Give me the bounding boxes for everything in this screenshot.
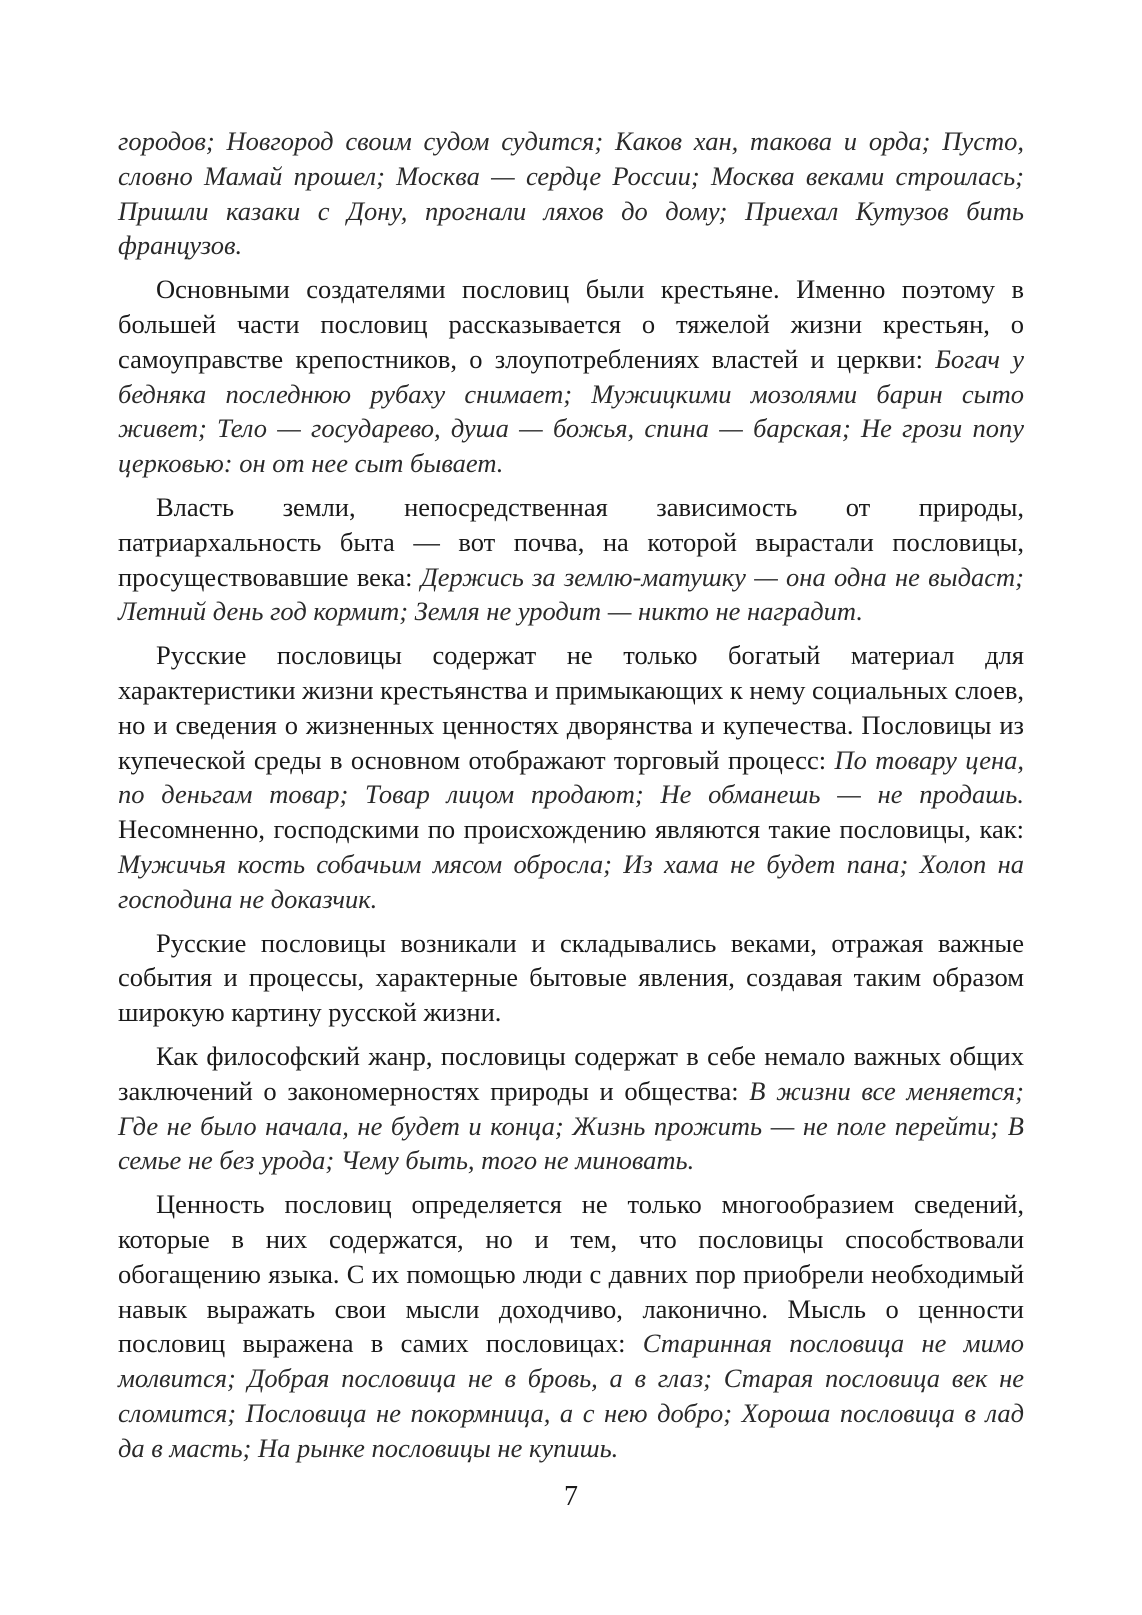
paragraph-6 [118, 1039, 1024, 1178]
proverb-run: городов; Новгород своим судом судится; Каков хан, такова и орда; Пусто, словно Мамай прошел; Москва — сердце России; Москва веками строилась; Пришли казаки с Дону, прогнали ляхов до дому; Приехал Кутузов бить французов. [118, 126, 1024, 261]
text-run: Ценность пословиц определяется не только многообразием сведений, которые в них содержатся, но и тем, что пословицы способствовали обогащению языка. С их помощью люди с давних пор приобрели необходимый навык выражать свои мысли доходчиво, лаконично. Мысль о ценности пословиц выражена в самих пословицах: [118, 1189, 1024, 1359]
proverb-run: Старинная пословица не мимо молвится; Добрая пословица не в бровь, а в глаз; Старая пословица век не сломится; Пословица не покормница, а с нею добро; Хороша пословица в лад да в масть; На рынке пословицы не купишь. [118, 1328, 1024, 1463]
page-number: 7 [564, 1481, 578, 1512]
paragraph-5 [118, 926, 1024, 1030]
proverb-run: В жизни все меняется; Где не было начала, не будет и конца; Жизнь прожить — не поле перейти; В семье не без урода; Чему быть, того не миновать. [118, 1075, 1024, 1176]
text-run: Власть земли, непосредственная зависимость от природы, патриархальность быта — вот почва, на которой вырастали пословицы, просуществовавшие века: [118, 491, 1024, 592]
paragraph-3 [118, 490, 1024, 629]
text-run: Основными создателями пословиц были крестьяне. Именно поэтому в большей части пословиц рассказывается о тяжелой жизни крестьян, о самоуправстве крепостников, о злоупотреблениях властей и церкви: [118, 274, 1024, 374]
text-run: Русские пословицы возникали и складывались веками, отражая важные события и процессы, характерные бытовые явления, создавая таким образом широкую картину русской жизни. [118, 927, 1024, 1028]
proverb-run: По товару цена, по деньгам товар; Товар лицом продают; Не обманешь — не продашь. [118, 744, 1024, 810]
proverb-run: Держись за землю-матушку — она одна не выдаст; Летний день год кормит; Земля не уродит — никто не наградит. [118, 561, 1025, 627]
proverb-run: Мужичья кость собачьим мясом обросла; Из хама не будет пана; Холоп на господина не доказчик. [118, 848, 1024, 914]
text-run: Несомненно, господскими по происхождению являются такие пословицы, как: [118, 814, 1024, 845]
proverb-run: Богач у бедняка последнюю рубаху снимает; Мужицкими мозолями барин сыто живет; Тело — государево, душа — божья, спина — барская; Не грози попу церковью: он от нее сыт бывает. [118, 343, 1024, 479]
paragraph-2 [118, 272, 1024, 481]
text-run: Русские пословицы содержат не только богатый материал для характеристики жизни крестьянства и примыкающих к нему социальных слоев, но и сведения о жизненных ценностях дворянства и купечества. Пословицы из купеческой среды в основном отображают торговый процесс: [118, 640, 1024, 775]
text-run: Как философский жанр, пословицы содержат в себе немало важных общих заключений о закономерностях природы и общества: [118, 1040, 1024, 1106]
paragraph-1 [118, 124, 1024, 263]
page-body [118, 124, 1024, 1474]
paragraph-4 [118, 638, 1024, 916]
paragraph-7 [118, 1187, 1024, 1465]
